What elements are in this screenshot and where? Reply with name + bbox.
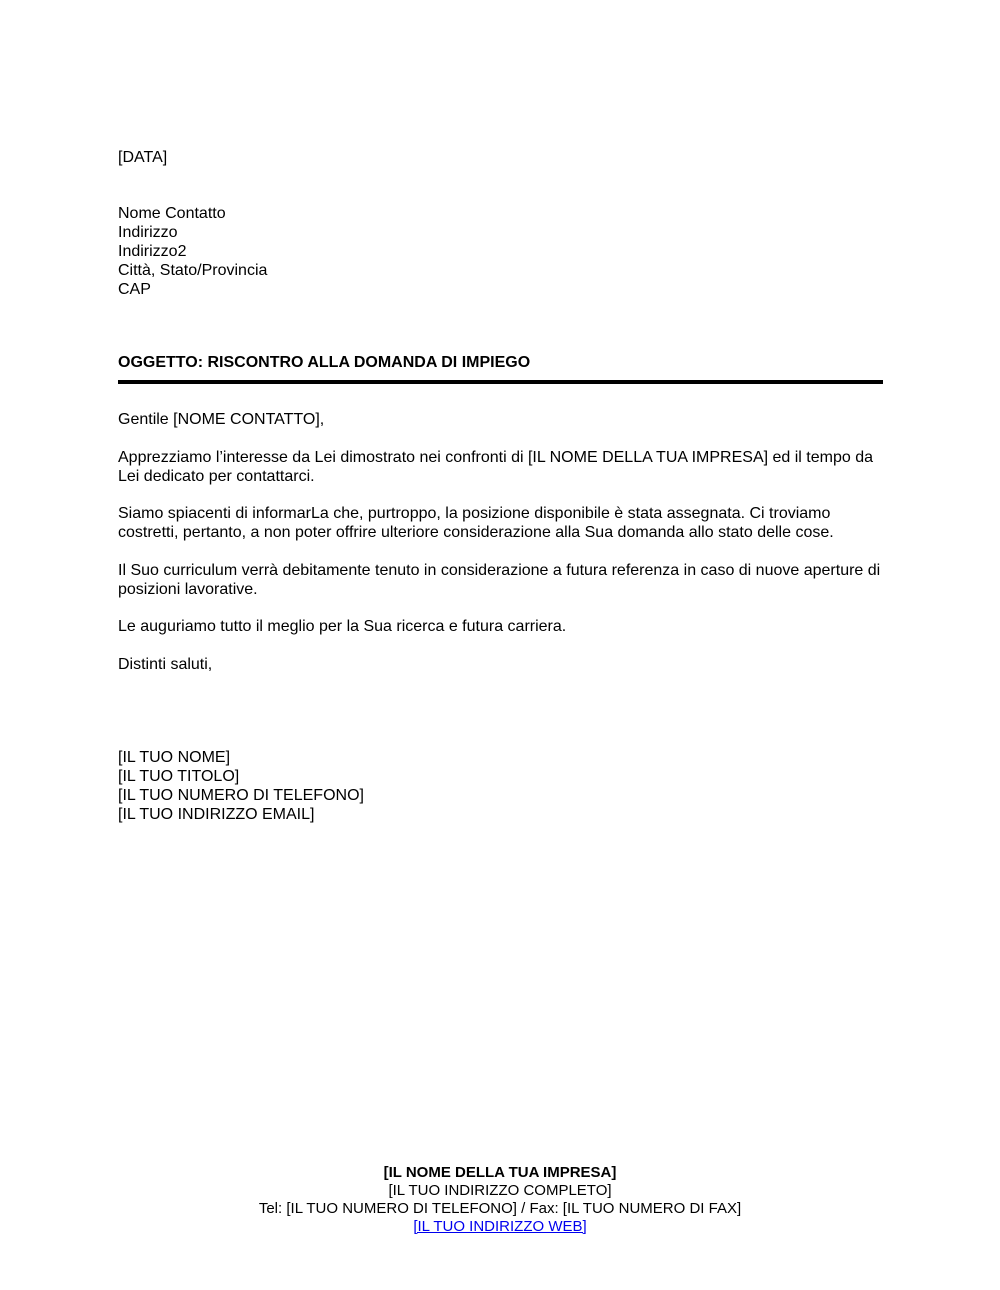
body-paragraph-1: Apprezziamo l’interesse da Lei dimostrato nei confronti di [IL NOME DELLA TUA IMPRESA] ed il tempo da Lei dedicato per contattarci. [118, 449, 874, 485]
footer-company-name: [IL NOME DELLA TUA IMPRESA] [383, 1164, 617, 1181]
footer-contact: Tel: [IL TUO NUMERO DI TELEFONO] / Fax: [IL TUO NUMERO DI FAX] [258, 1200, 742, 1217]
signature-phone: [IL TUO NUMERO DI TELEFONO] [118, 787, 364, 804]
recipient-city-state: Città, Stato/Provincia [118, 262, 268, 279]
recipient-zip: CAP [118, 281, 151, 298]
footer-address: [IL TUO INDIRIZZO COMPLETO] [388, 1182, 612, 1199]
signature-name: [IL TUO NOME] [118, 749, 231, 766]
letterhead-footer [0, 1164, 1000, 1236]
body-paragraph-2: Siamo spiacenti di informarLa che, purtroppo, la posizione disponibile è stata assegnata. Ci troviamo costretti, pertanto, a non poter offrire ulteriore considerazione alla Sua domanda allo stato delle cose. [118, 505, 834, 541]
footer-web-link[interactable]: [IL TUO INDIRIZZO WEB] [413, 1218, 587, 1235]
signature-email: [IL TUO INDIRIZZO EMAIL] [118, 806, 315, 823]
recipient-address-line1: Indirizzo [118, 224, 178, 241]
recipient-name: Nome Contatto [118, 205, 226, 222]
recipient-address [118, 204, 267, 299]
subject-text: OGGETTO: RISCONTRO ALLA DOMANDA DI IMPIEGO [118, 354, 531, 371]
subject-divider [118, 380, 883, 384]
recipient-address-line2: Indirizzo2 [118, 243, 187, 260]
signature-block [118, 748, 364, 824]
subject-line [118, 353, 530, 372]
date-text: [DATA] [118, 149, 168, 166]
signature-title: [IL TUO TITOLO] [118, 768, 240, 785]
closing: Distinti saluti, [118, 656, 213, 673]
body-paragraph-4: Le auguriamo tutto il meglio per la Sua ricerca e futura carriera. [118, 618, 567, 635]
greeting: Gentile [NOME CONTATTO], [118, 411, 325, 428]
letter-date [118, 148, 167, 167]
body-paragraph-3: Il Suo curriculum verrà debitamente tenuto in considerazione a futura referenza in caso di nuove aperture di posizioni lavorative. [118, 562, 881, 598]
